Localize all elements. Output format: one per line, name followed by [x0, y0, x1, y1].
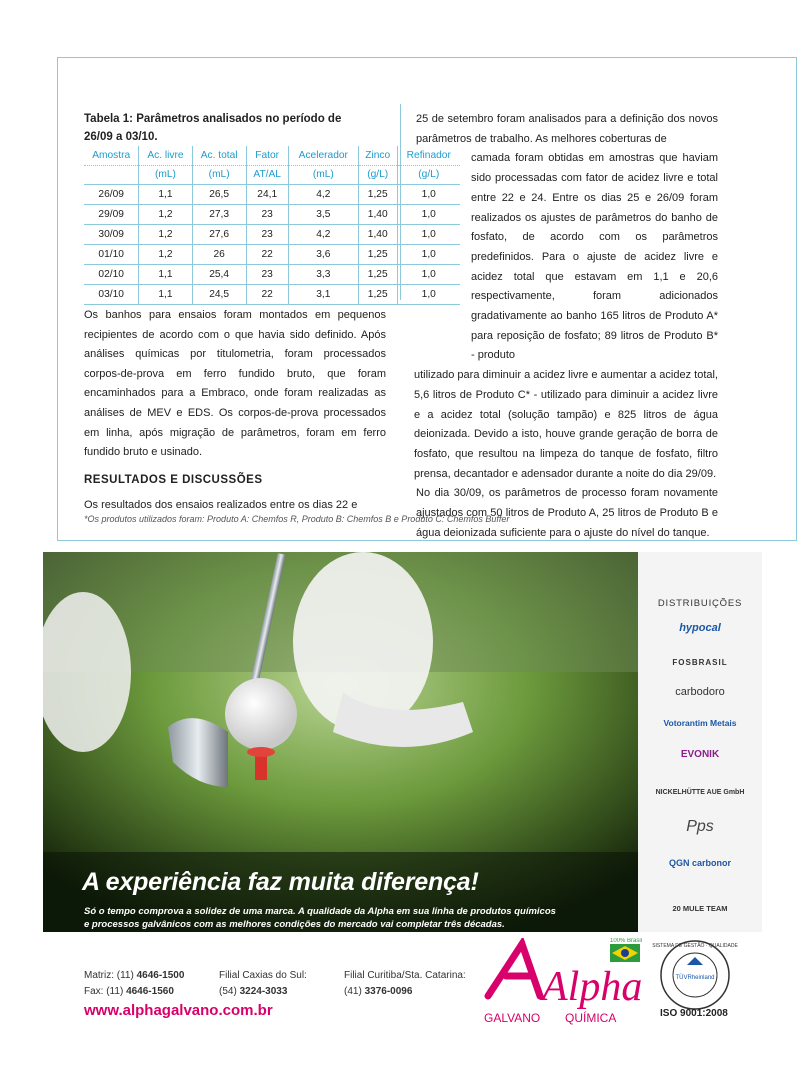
table-cell: 02/10 [84, 264, 139, 284]
table-cell: 1,25 [358, 184, 397, 204]
table-row [84, 184, 460, 204]
distributors-sidebar [638, 552, 762, 932]
table-cell: 1,2 [139, 224, 192, 244]
table-cell: 26,5 [192, 184, 246, 204]
table-cell: 01/10 [84, 244, 139, 264]
table-caption-line1: Tabela 1: Parâmetros analisados no período de [84, 113, 342, 125]
table-cell: 24,5 [192, 284, 246, 304]
table-cell: 1,0 [397, 204, 460, 224]
table-header-cell: Amostra [84, 146, 139, 165]
table-cell: 3,3 [288, 264, 358, 284]
table-header-cell: Fator [246, 146, 288, 165]
table-header-cell: Ac. livre [139, 146, 192, 165]
table-row [84, 284, 460, 304]
brand-nickelhutte: NICKELHÜTTE AUE GmbH [655, 789, 745, 796]
table-cell: 3,1 [288, 284, 358, 304]
table-cell: 27,3 [192, 204, 246, 224]
table-cell: 30/09 [84, 224, 139, 244]
table-cell: 3,5 [288, 204, 358, 224]
table-cell: 4,2 [288, 184, 358, 204]
caxias-label: Filial Caxias do Sul: [219, 970, 307, 981]
alpha-sub-right: QUÍMICA [565, 1011, 617, 1025]
right-paragraph-2: No dia 30/09, os parâmetros de processo foram novamente ajustados com 50 litros de Produto A, 25 litros de Produto B e água deionizada suficiente para o ajuste do nível do tanque. [416, 487, 718, 539]
left-body [84, 306, 386, 516]
contact-caxias [219, 968, 307, 1000]
table-header-row [84, 146, 460, 165]
iso-label: ISO 9001:2008 [660, 1008, 728, 1019]
table-units-row [84, 165, 460, 184]
contact-matriz [84, 968, 184, 1000]
table-row [84, 264, 460, 284]
table-cell: 1,0 [397, 184, 460, 204]
section-heading: RESULTADOS E DISCUSSÕES [84, 473, 263, 486]
table-header-cell: Zinco [358, 146, 397, 165]
caxias-phone: 3224-3033 [239, 986, 288, 997]
table-row [84, 244, 460, 264]
table-cell: 1,0 [397, 264, 460, 284]
table-unit-cell: AT/AL [246, 165, 288, 184]
brand-pps: Pps [686, 818, 714, 835]
table-unit-cell: (mL) [192, 165, 246, 184]
curitiba-label: Filial Curitiba/Sta. Catarina: [344, 970, 466, 981]
ad-subtext-line3: Chame a Alpha e dê uma tacada certeira no seu negócio. [84, 931, 341, 942]
table-unit-cell: (mL) [288, 165, 358, 184]
table-cell: 3,6 [288, 244, 358, 264]
table-cell: 29/09 [84, 204, 139, 224]
right-paragraph-1-bottom: utilizado para diminuir a acidez livre e aumentar a acidez total, 5,6 litros de Produto C* - utilizado para diminuir a acidez livre e a acidez total (solução tampão) e 825 litros de água deionizada. Devido a isto, houve grande geração de borra de fosfato, que resultou na limpeza do tanque de fosfato, filtro prensa, decantador e adensador durante a noite do dia 29/09. [414, 369, 718, 480]
table-header-cell: Refinador [397, 146, 460, 165]
table-cell: 1,40 [358, 204, 397, 224]
table-cell: 26/09 [84, 184, 139, 204]
table-cell: 1,0 [397, 284, 460, 304]
right-paragraph-1-top: 25 de setembro foram analisados para a definição dos novos parâmetros de trabalho. As melhores coberturas de [416, 113, 718, 145]
table-cell: 1,0 [397, 244, 460, 264]
alpha-wordmark: Alpha [542, 964, 643, 1010]
alpha-sub-left: GALVANO [484, 1011, 541, 1025]
table-unit-cell [84, 165, 139, 184]
brand-evonik: EVONIK [680, 749, 720, 760]
fax-phone: 4646-1560 [126, 986, 174, 997]
curitiba-area: (41) [344, 986, 362, 997]
fax-label: Fax: (11) [84, 986, 124, 997]
table-row [84, 204, 460, 224]
table-unit-cell: (mL) [139, 165, 192, 184]
tuv-label: TÜVRheinland [675, 975, 715, 981]
table-cell: 23 [246, 224, 288, 244]
brand-hypocal: hypocal [679, 622, 721, 634]
table-body [84, 184, 460, 304]
brand-20-mule-team: 20 MULE TEAM [672, 904, 728, 913]
table-cell: 1,40 [358, 224, 397, 244]
brand-votorantim: Votorantim Metais [663, 718, 737, 728]
table-cell: 1,25 [358, 284, 397, 304]
brand-carbodoro: carbodoro [675, 686, 725, 698]
table-cell: 1,1 [139, 264, 192, 284]
iso-ring-text: SISTEMA DE GESTÃO · QUALIDADE [652, 943, 738, 949]
left-paragraph-2: Os resultados dos ensaios realizados entre os dias 22 e [84, 499, 358, 512]
brazil-badge: 100% Brasil [610, 938, 643, 944]
table-cell: 1,0 [397, 224, 460, 244]
ad-subtext-line1: Só o tempo comprova a solidez de uma marca. A qualidade da Alpha em sua linha de produtos químicos [84, 906, 556, 917]
table-caption-line2: 26/09 a 03/10. [84, 131, 158, 143]
footnote: *Os produtos utilizados foram: Produto A: Chemfos R, Produto B: Chemfos B e Produto C: Chemfos Buffer [84, 514, 510, 524]
table-cell: 1,2 [139, 244, 192, 264]
matriz-phone: 4646-1500 [136, 970, 185, 981]
left-column [84, 110, 384, 146]
right-paragraph-1-narrow: camada foram obtidas em amostras que haviam sido processadas com fator de acidez livre e total entre 22 e 24. Entre os dias 25 e 26/09 foram realizados os ajustes de parâmetros do banho de fosfato, de acordo com os parâmetros predefinidos. Para o ajuste de acidez livre e acidez total que estavam em 1,1 e 20,6 respectivamente, foram adicionados gradativamente ao banho 165 litros de Produto A* para reposição de fosfato; 89 litros de Produto B* - produto [471, 152, 718, 362]
table-cell: 23 [246, 264, 288, 284]
right-column [416, 110, 718, 543]
matriz-label: Matriz: (11) [84, 970, 134, 981]
table-cell: 1,1 [139, 284, 192, 304]
brand-qgn: QGN carbonor [668, 858, 731, 868]
left-paragraph-1: Os banhos para ensaios foram montados em pequenos recipientes de acordo com o que havia sido definido. Após análises químicas por titulometria, foram processados corpos-de-prova em ferro fundido bruto, que foram encaminhados para a Embraco, onde foram realizadas as análises de MEV e EDS. Os corpos-de-prova processados em linha, após migração de parâmetros, foram em ferro fundido bruto e usinado. [84, 309, 386, 459]
ad-subtext-line2: e processos galvânicos com as melhores condições do mercado vai completar três décadas. [84, 918, 505, 930]
caxias-area: (54) [219, 986, 237, 997]
table-cell: 03/10 [84, 284, 139, 304]
table-cell: 1,25 [358, 244, 397, 264]
table-cell: 1,1 [139, 184, 192, 204]
curitiba-phone: 3376-0096 [364, 986, 413, 997]
table-header-cell: Acelerador [288, 146, 358, 165]
table-cell: 27,6 [192, 224, 246, 244]
table-cell: 1,2 [139, 204, 192, 224]
website-link[interactable]: www.alphagalvano.com.br [84, 1002, 273, 1019]
table-cell: 22 [246, 284, 288, 304]
table-row [84, 224, 460, 244]
brand-fosbrasil: FOSBRASIL [672, 658, 728, 667]
table-cell: 26 [192, 244, 246, 264]
table-cell: 24,1 [246, 184, 288, 204]
contact-curitiba [344, 968, 466, 1000]
distributors-title: DISTRIBUIÇÕES [657, 598, 743, 609]
parameters-table [84, 146, 460, 305]
table-cell: 23 [246, 204, 288, 224]
table-cell: 1,25 [358, 264, 397, 284]
table-caption [84, 110, 384, 146]
table-unit-cell: (g/L) [397, 165, 460, 184]
table-cell: 22 [246, 244, 288, 264]
alpha-logo [470, 938, 650, 1028]
table-cell: 25,4 [192, 264, 246, 284]
table-unit-cell: (g/L) [358, 165, 397, 184]
table-cell: 4,2 [288, 224, 358, 244]
table-header-cell: Ac. total [192, 146, 246, 165]
ad-headline: A experiência faz muita diferença! [82, 868, 479, 896]
